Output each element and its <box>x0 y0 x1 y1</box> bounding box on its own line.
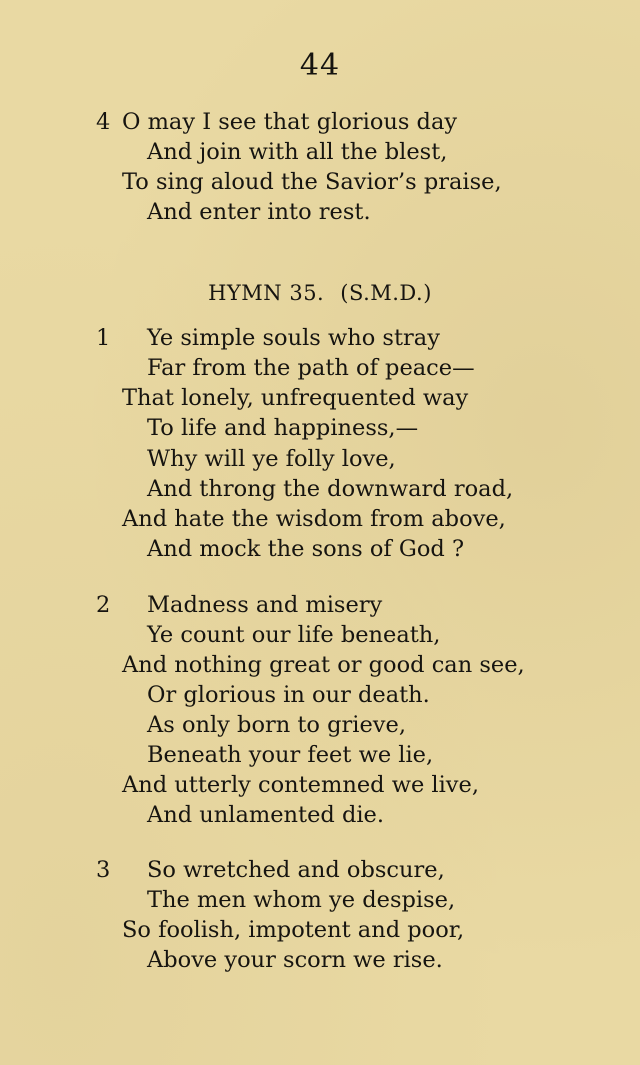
verse-line: And nothing great or good can see, <box>122 652 525 678</box>
verse-number: 1 <box>96 325 111 351</box>
verse-line: And enter into rest. <box>147 199 371 225</box>
verse-line: Far from the path of peace— <box>147 355 475 381</box>
verse-line: O may I see that glorious day <box>122 109 458 135</box>
verse-line: Ye simple souls who stray <box>147 325 440 351</box>
verse-line: And utterly contemned we live, <box>122 772 479 798</box>
verse-line: Or glorious in our death. <box>147 682 430 708</box>
hymn-heading <box>0 278 640 308</box>
verse-line: Above your scorn we rise. <box>147 947 443 973</box>
hymn-title: HYMN 35. <box>208 281 325 305</box>
verse-line: Ye count our life beneath, <box>147 622 441 648</box>
verse-line: To life and happiness,— <box>147 415 419 441</box>
verse-line: The men whom ye despise, <box>147 887 456 913</box>
verse-line: And hate the wisdom from above, <box>122 506 506 532</box>
verse-line: And unlamented die. <box>147 802 385 828</box>
verse-line: Why will ye folly love, <box>147 446 396 472</box>
verse-line: As only born to grieve, <box>147 712 406 738</box>
verse-number: 2 <box>96 592 111 618</box>
verse-line: To sing aloud the Savior’s praise, <box>122 169 502 195</box>
verse-line: And join with all the blest, <box>147 139 448 165</box>
verse-line: And mock the sons of God ? <box>147 536 465 562</box>
verse-line: So wretched and obscure, <box>147 857 445 883</box>
verse-line: That lonely, unfrequented way <box>122 385 469 411</box>
verse-line: And throng the downward road, <box>147 476 514 502</box>
hymn-meter: (S.M.D.) <box>340 281 432 305</box>
verse-number: 4 <box>96 109 111 135</box>
verse-line: Beneath your feet we lie, <box>147 742 434 768</box>
verse-number: 3 <box>96 857 111 883</box>
verse-line: So foolish, impotent and poor, <box>122 917 465 943</box>
page-number: 44 <box>299 48 341 83</box>
verse-line: Madness and misery <box>147 592 383 618</box>
